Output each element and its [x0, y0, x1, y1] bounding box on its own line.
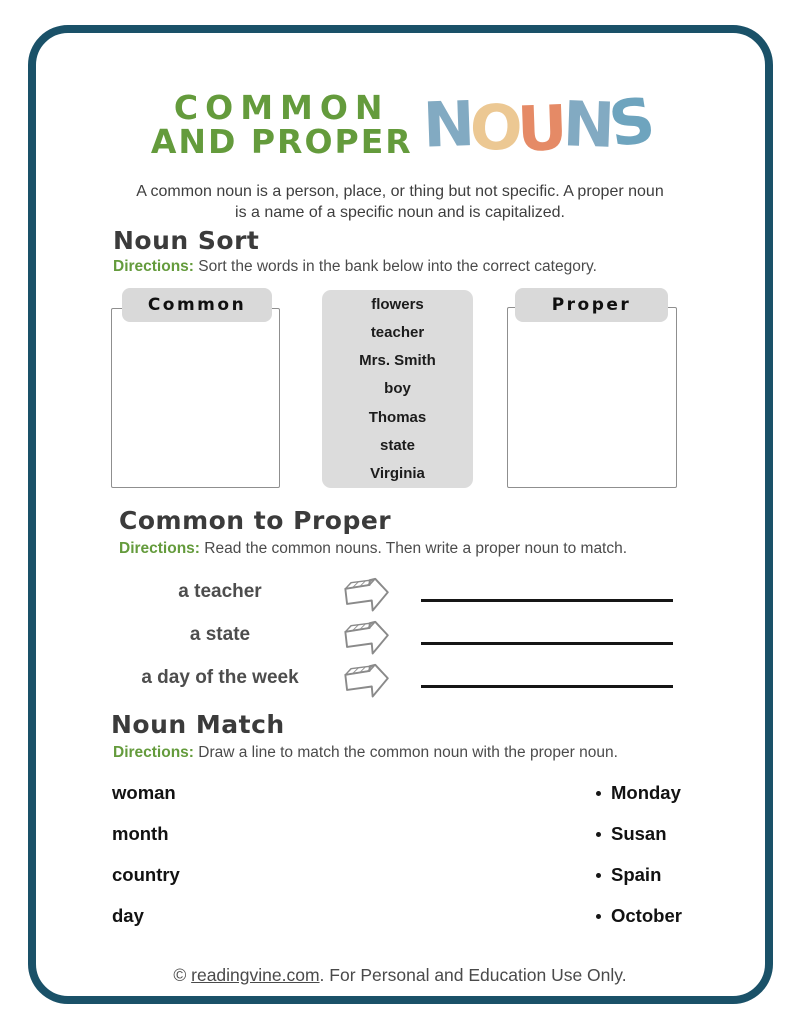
bullet-icon	[596, 791, 601, 796]
nouns-letter: U	[516, 91, 565, 166]
title-block	[0, 83, 800, 166]
noun-match-heading: Noun Match	[111, 710, 285, 739]
match-right-word: October	[611, 905, 682, 926]
proper-sort-box	[507, 307, 677, 488]
noun-sort-heading: Noun Sort	[113, 226, 260, 255]
bullet-icon	[596, 914, 601, 919]
arrow-right-icon	[341, 573, 393, 615]
common-to-proper-row	[0, 615, 800, 655]
word-bank	[322, 290, 473, 488]
bank-word: Thomas	[368, 408, 427, 426]
noun-match-directions	[113, 744, 618, 762]
intro-line1: A common noun is a person, place, or thing but not specific. A proper noun	[136, 183, 664, 200]
answer-blank-line	[421, 685, 673, 688]
intro-line2: is a name of a specific noun and is capitalized.	[235, 204, 565, 222]
noun-sort-directions	[113, 258, 597, 276]
match-right-item	[596, 821, 667, 847]
title-nouns-wordmark	[421, 83, 655, 166]
footer-suffix: . For Personal and Education Use Only.	[319, 965, 627, 985]
title-line1: COMMON	[173, 87, 390, 127]
intro-text	[0, 181, 800, 224]
match-right-word: Susan	[611, 823, 667, 844]
bank-word: boy	[384, 380, 411, 398]
arrow-right-icon	[341, 616, 393, 658]
bank-word: Virginia	[370, 464, 425, 482]
directions-label: Directions:	[113, 744, 194, 761]
common-sort-box	[111, 308, 280, 488]
common-to-proper-directions	[119, 540, 627, 558]
match-right-word: Monday	[611, 782, 681, 803]
common-noun-prompt: a day of the week	[141, 667, 299, 688]
bullet-icon	[596, 873, 601, 878]
footer-link[interactable]: readingvine.com	[191, 965, 320, 985]
bank-word: flowers	[371, 296, 424, 313]
nouns-letter: N	[421, 87, 471, 162]
common-box-label: Common	[122, 288, 272, 322]
title-line2: AND PROPER	[150, 121, 413, 161]
arrow-right-icon	[341, 659, 393, 701]
bank-word: state	[379, 436, 416, 454]
proper-box-label: Proper	[515, 288, 668, 322]
common-to-proper-heading: Common to Proper	[119, 506, 392, 535]
bullet-icon	[596, 832, 601, 837]
bank-word: Mrs. Smith	[359, 352, 436, 370]
match-left-word: country	[112, 864, 180, 885]
common-to-proper-row	[0, 658, 800, 698]
nouns-letter: N	[561, 87, 611, 162]
answer-blank-line	[421, 599, 673, 602]
common-noun-prompt: a state	[189, 624, 251, 645]
match-right-item	[596, 903, 682, 929]
directions-text: Sort the words in the bank below into the correct category.	[198, 258, 597, 275]
match-left-word: day	[112, 905, 144, 926]
footer-copyright: ©	[173, 965, 192, 985]
bank-word: teacher	[370, 324, 425, 342]
match-right-word: Spain	[611, 864, 662, 885]
answer-blank-line	[421, 642, 673, 645]
directions-label: Directions:	[119, 540, 200, 557]
common-noun-prompt: a teacher	[178, 581, 262, 602]
footer-credit	[0, 965, 800, 986]
match-left-word: woman	[112, 782, 176, 803]
directions-text: Read the common nouns. Then write a proper noun to match.	[204, 540, 628, 557]
nouns-letter: S	[603, 83, 655, 162]
match-right-item	[596, 780, 681, 806]
title-common-and-proper	[150, 87, 413, 161]
match-left-word: month	[112, 823, 169, 844]
directions-label: Directions:	[113, 258, 194, 275]
common-to-proper-row	[0, 572, 800, 612]
nouns-letter: O	[467, 89, 519, 166]
match-right-item	[596, 862, 661, 888]
directions-text: Draw a line to match the common noun with the proper noun.	[198, 744, 618, 761]
